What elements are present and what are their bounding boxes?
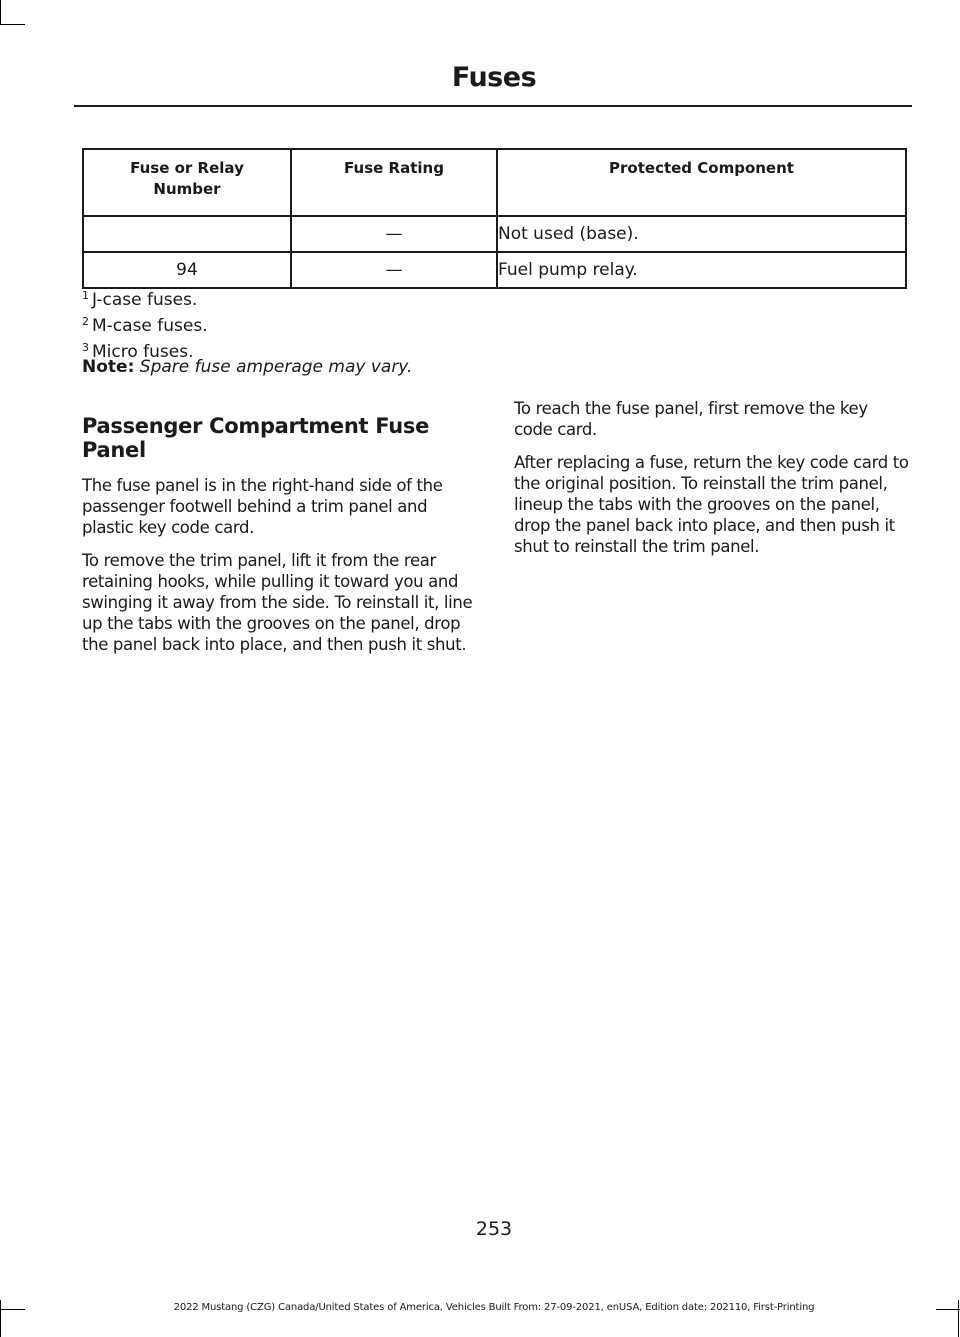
table-header-row — [83, 149, 906, 216]
note-text: Spare fuse amperage may vary. — [139, 357, 413, 377]
paragraph: To reach the fuse panel, first remove the key code card. — [514, 399, 868, 439]
section-heading: Passenger Compartment Fuse Panel — [82, 414, 430, 462]
page-number: 253 — [475, 1218, 513, 1240]
fuse-table — [82, 148, 907, 289]
paragraph: After replacing a fuse, return the key code card to the original position. To reinstall the trim panel, lineup the tabs with the grooves on the panel, drop the panel back into place, and then push it shut to reinstall the trim panel. — [514, 453, 909, 556]
table-row — [83, 252, 906, 288]
table-row — [83, 216, 906, 252]
table-cell-fuse-number — [83, 216, 291, 252]
note-label: Note: — [82, 357, 135, 377]
paragraph: The fuse panel is in the right-hand side of the passenger footwell behind a trim panel and plastic key code card. — [82, 476, 443, 537]
right-column — [514, 398, 909, 569]
footnote: $^1$ J-case fuses. — [82, 289, 198, 310]
left-column — [82, 414, 477, 667]
table-cell-protected-component: Not used (base). — [497, 216, 906, 252]
header-divider — [74, 105, 912, 107]
footer-text: 2022 Mustang (CZG) Canada/United States of America, Vehicles Built From: 27-09-2021, enUSA, Edition date: 202110, First-Printing — [173, 1302, 815, 1313]
column-header-protected-component: Protected Component — [497, 149, 906, 216]
crop-mark — [0, 24, 25, 25]
footnote: $^3$ Micro fuses. — [82, 341, 194, 362]
note — [82, 356, 412, 378]
column-header-fuse-rating: Fuse Rating — [291, 149, 497, 216]
page-title: Fuses — [451, 62, 537, 93]
crop-mark — [0, 0, 1, 25]
table-cell-fuse-rating: — — [291, 216, 497, 252]
column-header-fuse-number: Fuse or Relay Number — [83, 149, 291, 216]
paragraph: To remove the trim panel, lift it from the rear retaining hooks, while pulling it toward you and swinging it away from the side. To reinstall it, line up the tabs with the grooves on the panel, drop the panel back into place, and then push it shut. — [82, 551, 473, 654]
footnote: $^2$ M-case fuses. — [82, 315, 208, 336]
table-cell-fuse-rating: — — [291, 252, 497, 288]
table-cell-fuse-number: 94 — [83, 252, 291, 288]
table-cell-protected-component: Fuel pump relay. — [497, 252, 906, 288]
